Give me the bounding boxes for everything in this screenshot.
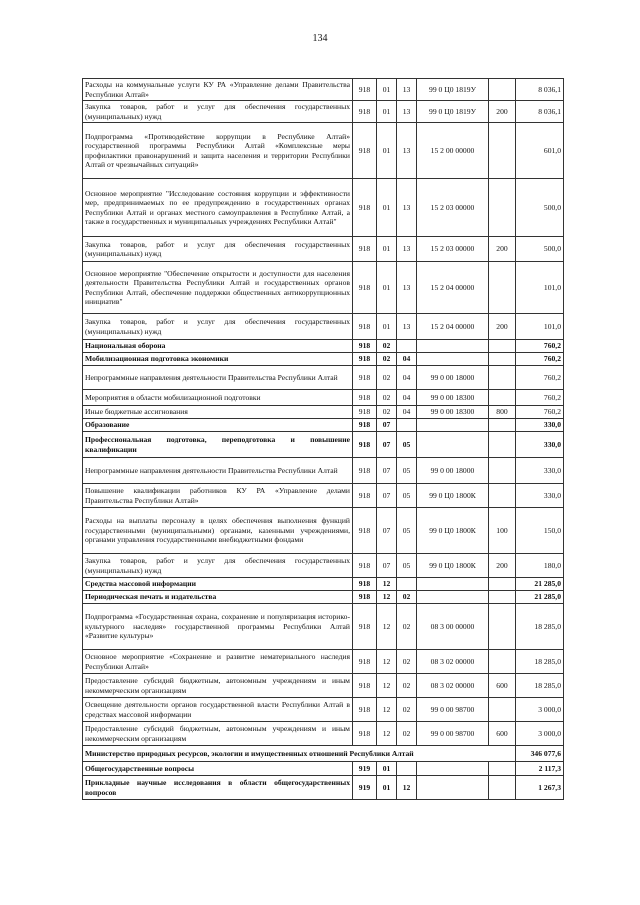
page-number: 134: [312, 33, 328, 44]
row-csr-cell: 99 0 00 98700: [417, 698, 489, 722]
row-csr-cell: [417, 340, 489, 353]
row-rz-cell: 02: [377, 406, 397, 419]
table-row: [83, 554, 564, 578]
row-rz-cell: 01: [377, 179, 397, 237]
row-gr-cell: 918: [353, 340, 377, 353]
row-rz-cell: 07: [377, 554, 397, 578]
row-sum-cell: 760,2: [516, 366, 564, 390]
table-row: [83, 366, 564, 390]
row-sum-cell: 330,0: [516, 484, 564, 508]
row-sum-cell: 500,0: [516, 179, 564, 237]
row-pr-cell: 13: [397, 179, 417, 237]
row-gr-cell: 918: [353, 650, 377, 674]
table-row: [83, 123, 564, 179]
budget-table: [82, 78, 564, 800]
row-rz-cell: 01: [377, 762, 397, 776]
table-row: [83, 390, 564, 406]
row-rz-cell: 02: [377, 390, 397, 406]
row-vr-cell: 100: [489, 508, 516, 554]
row-vr-cell: [489, 591, 516, 604]
table-row: [83, 262, 564, 314]
row-name-cell: Министерство природных ресурсов, экологии и имущественных отношений Республики Алтай: [83, 746, 516, 762]
row-vr-cell: [489, 340, 516, 353]
row-gr-cell: 918: [353, 314, 377, 340]
row-csr-cell: 15 2 04 00000: [417, 262, 489, 314]
row-sum-cell: 8 036,1: [516, 101, 564, 123]
row-name-cell: Непрограммные направления деятельности Правительства Республики Алтай: [83, 366, 353, 390]
table-row: [83, 340, 564, 353]
table-row: [83, 578, 564, 591]
row-pr-cell: 05: [397, 458, 417, 484]
table-row: [83, 762, 564, 776]
row-vr-cell: 800: [489, 406, 516, 419]
row-rz-cell: 12: [377, 591, 397, 604]
row-gr-cell: 918: [353, 237, 377, 262]
row-vr-cell: 200: [489, 554, 516, 578]
row-sum-cell: 101,0: [516, 262, 564, 314]
row-pr-cell: 05: [397, 432, 417, 458]
row-gr-cell: 918: [353, 179, 377, 237]
row-pr-cell: [397, 578, 417, 591]
row-gr-cell: 918: [353, 554, 377, 578]
row-csr-cell: [417, 776, 489, 800]
table-row: [83, 508, 564, 554]
row-pr-cell: 05: [397, 554, 417, 578]
row-csr-cell: 99 0 Ц0 1800К: [417, 554, 489, 578]
row-name-cell: Основное мероприятие «Сохранение и развитие нематериального наследия Республики Алтай»: [83, 650, 353, 674]
row-gr-cell: 918: [353, 79, 377, 101]
table-row: [83, 179, 564, 237]
row-gr-cell: 919: [353, 776, 377, 800]
row-vr-cell: [489, 484, 516, 508]
table-row: [83, 604, 564, 650]
row-name-cell: Иные бюджетные ассигнования: [83, 406, 353, 419]
row-csr-cell: 15 2 03 00000: [417, 179, 489, 237]
row-sum-cell: 330,0: [516, 419, 564, 432]
row-name-cell: Освещение деятельности органов государственной власти Республики Алтай в средствах массовой информации: [83, 698, 353, 722]
row-name-cell: Прикладные научные исследования в области общегосударственных вопросов: [83, 776, 353, 800]
row-rz-cell: 07: [377, 419, 397, 432]
row-sum-cell: 8 036,1: [516, 79, 564, 101]
row-name-cell: Профессиональная подготовка, переподготовка и повышение квалификации: [83, 432, 353, 458]
row-vr-cell: [489, 698, 516, 722]
row-vr-cell: [489, 578, 516, 591]
row-csr-cell: 99 0 00 18300: [417, 406, 489, 419]
row-gr-cell: 918: [353, 262, 377, 314]
table-row: [83, 101, 564, 123]
row-rz-cell: 07: [377, 508, 397, 554]
row-name-cell: Предоставление субсидий бюджетным, автономным учреждениям и иным некоммерческим организациям: [83, 674, 353, 698]
row-name-cell: Непрограммные направления деятельности Правительства Республики Алтай: [83, 458, 353, 484]
row-sum-cell: 760,2: [516, 390, 564, 406]
row-sum-cell: 760,2: [516, 353, 564, 366]
row-pr-cell: 02: [397, 591, 417, 604]
row-rz-cell: 12: [377, 698, 397, 722]
row-sum-cell: 3 000,0: [516, 722, 564, 746]
row-vr-cell: 200: [489, 237, 516, 262]
row-rz-cell: 01: [377, 776, 397, 800]
row-vr-cell: [489, 366, 516, 390]
row-gr-cell: 918: [353, 366, 377, 390]
row-name-cell: Подпрограмма «Государственная охрана, сохранение и популяризация историко-культурного наследия» государственной программы Республики Алтай «Развитие культуры»: [83, 604, 353, 650]
row-rz-cell: 01: [377, 79, 397, 101]
row-name-cell: Подпрограмма «Противодействие коррупции в Республике Алтай» государственной программы Республики Алтай «Комплексные меры профилактики правонарушений и защита населения и территории Республики Алтай от чрезвычайных ситуаций»: [83, 123, 353, 179]
row-name-cell: Основное мероприятие "Исследование состояния коррупции и эффективности мер, предпринимаемых по ее предупреждению в государственных органах Республики Алтай и органах местного самоуправления в Республике Алтай, а также в государственных и муниципальных учреждениях Республики Алтай": [83, 179, 353, 237]
row-sum-cell: 18 285,0: [516, 674, 564, 698]
row-rz-cell: 07: [377, 432, 397, 458]
row-pr-cell: 05: [397, 484, 417, 508]
row-pr-cell: 04: [397, 353, 417, 366]
row-sum-cell: 3 000,0: [516, 698, 564, 722]
table-row: [83, 237, 564, 262]
row-gr-cell: 918: [353, 390, 377, 406]
table-row: [83, 746, 564, 762]
row-sum-cell: 601,0: [516, 123, 564, 179]
table-row: [83, 722, 564, 746]
row-name-cell: Закупка товаров, работ и услуг для обеспечения государственных (муниципальных) нужд: [83, 554, 353, 578]
row-gr-cell: 918: [353, 578, 377, 591]
row-vr-cell: 600: [489, 674, 516, 698]
row-pr-cell: [397, 762, 417, 776]
row-sum-cell: 18 285,0: [516, 604, 564, 650]
row-name-cell: Закупка товаров, работ и услуг для обеспечения государственных (муниципальных) нужд: [83, 314, 353, 340]
row-name-cell: Закупка товаров, работ и услуг для обеспечения государственных (муниципальных) нужд: [83, 237, 353, 262]
row-csr-cell: 15 2 03 00000: [417, 237, 489, 262]
row-csr-cell: 08 3 00 00000: [417, 604, 489, 650]
row-rz-cell: 01: [377, 262, 397, 314]
row-csr-cell: 99 0 Ц0 1819У: [417, 101, 489, 123]
table-row: [83, 79, 564, 101]
row-pr-cell: 12: [397, 776, 417, 800]
row-sum-cell: 101,0: [516, 314, 564, 340]
row-sum-cell: 500,0: [516, 237, 564, 262]
row-gr-cell: 918: [353, 591, 377, 604]
row-name-cell: Периодическая печать и издательства: [83, 591, 353, 604]
row-vr-cell: [489, 262, 516, 314]
row-gr-cell: 918: [353, 458, 377, 484]
table-row: [83, 353, 564, 366]
row-pr-cell: [397, 419, 417, 432]
table-row: [83, 591, 564, 604]
row-gr-cell: 918: [353, 698, 377, 722]
row-sum-cell: 760,2: [516, 406, 564, 419]
row-rz-cell: 01: [377, 101, 397, 123]
row-vr-cell: [489, 390, 516, 406]
row-rz-cell: 01: [377, 123, 397, 179]
row-pr-cell: 04: [397, 406, 417, 419]
row-sum-cell: 150,0: [516, 508, 564, 554]
row-vr-cell: [489, 776, 516, 800]
row-pr-cell: 13: [397, 123, 417, 179]
table-row: [83, 314, 564, 340]
row-name-cell: Мероприятия в области мобилизационной подготовки: [83, 390, 353, 406]
row-rz-cell: 02: [377, 366, 397, 390]
row-csr-cell: [417, 432, 489, 458]
row-sum-cell: 330,0: [516, 458, 564, 484]
row-pr-cell: 13: [397, 262, 417, 314]
row-pr-cell: 02: [397, 604, 417, 650]
row-rz-cell: 01: [377, 237, 397, 262]
row-vr-cell: [489, 604, 516, 650]
row-vr-cell: [489, 179, 516, 237]
row-vr-cell: [489, 419, 516, 432]
row-pr-cell: 02: [397, 674, 417, 698]
row-pr-cell: [397, 340, 417, 353]
row-sum-cell: 760,2: [516, 340, 564, 353]
row-pr-cell: 02: [397, 650, 417, 674]
row-gr-cell: 918: [353, 123, 377, 179]
row-vr-cell: [489, 650, 516, 674]
row-gr-cell: 918: [353, 406, 377, 419]
row-gr-cell: 918: [353, 101, 377, 123]
row-name-cell: Средства массовой информации: [83, 578, 353, 591]
row-name-cell: Образование: [83, 419, 353, 432]
table-row: [83, 698, 564, 722]
row-pr-cell: 13: [397, 101, 417, 123]
row-pr-cell: 04: [397, 390, 417, 406]
row-csr-cell: [417, 353, 489, 366]
row-gr-cell: 918: [353, 432, 377, 458]
row-name-cell: Общегосударственные вопросы: [83, 762, 353, 776]
row-vr-cell: [489, 79, 516, 101]
row-sum-cell: 180,0: [516, 554, 564, 578]
row-sum-cell: 1 267,3: [516, 776, 564, 800]
row-vr-cell: [489, 762, 516, 776]
row-gr-cell: 918: [353, 484, 377, 508]
row-gr-cell: 918: [353, 604, 377, 650]
row-rz-cell: 01: [377, 314, 397, 340]
row-rz-cell: 07: [377, 458, 397, 484]
row-rz-cell: 02: [377, 340, 397, 353]
row-gr-cell: 918: [353, 508, 377, 554]
table-row: [83, 432, 564, 458]
row-name-cell: Мобилизационная подготовка экономики: [83, 353, 353, 366]
row-csr-cell: 99 0 00 98700: [417, 722, 489, 746]
row-sum-cell: 18 285,0: [516, 650, 564, 674]
row-vr-cell: [489, 353, 516, 366]
row-pr-cell: 05: [397, 508, 417, 554]
row-name-cell: Повышение квалификации работников КУ РА «Управление делами Правительства Республики Алтай»: [83, 484, 353, 508]
row-sum-cell: 330,0: [516, 432, 564, 458]
row-sum-cell: 21 285,0: [516, 578, 564, 591]
row-csr-cell: 08 3 02 00000: [417, 674, 489, 698]
row-name-cell: Национальная оборона: [83, 340, 353, 353]
row-csr-cell: 15 2 04 00000: [417, 314, 489, 340]
row-rz-cell: 12: [377, 674, 397, 698]
row-gr-cell: 918: [353, 722, 377, 746]
row-sum-cell: 346 077,6: [516, 746, 564, 762]
table-row: [83, 406, 564, 419]
row-name-cell: Расходы на выплаты персоналу в целях обеспечения выполнения функций государственными (муниципальными) органами, казенными учреждениями, органами управления государственными внебюджетными фондами: [83, 508, 353, 554]
row-csr-cell: 99 0 00 18300: [417, 390, 489, 406]
row-name-cell: Закупка товаров, работ и услуг для обеспечения государственных (муниципальных) нужд: [83, 101, 353, 123]
row-name-cell: Расходы на коммунальные услуги КУ РА «Управление делами Правительства Республики Алтай»: [83, 79, 353, 101]
row-rz-cell: 12: [377, 650, 397, 674]
table-row: [83, 674, 564, 698]
row-gr-cell: 918: [353, 419, 377, 432]
row-csr-cell: [417, 578, 489, 591]
row-csr-cell: 99 0 00 18000: [417, 366, 489, 390]
row-pr-cell: 02: [397, 722, 417, 746]
row-gr-cell: 919: [353, 762, 377, 776]
row-csr-cell: 99 0 Ц0 1800К: [417, 508, 489, 554]
table-row: [83, 458, 564, 484]
table-row: [83, 419, 564, 432]
row-rz-cell: 02: [377, 353, 397, 366]
row-csr-cell: 99 0 Ц0 1800К: [417, 484, 489, 508]
row-vr-cell: 200: [489, 314, 516, 340]
row-vr-cell: [489, 123, 516, 179]
table-row: [83, 650, 564, 674]
table-row: [83, 776, 564, 800]
row-rz-cell: 12: [377, 604, 397, 650]
row-name-cell: Предоставление субсидий бюджетным, автономным учреждениям и иным некоммерческим организациям: [83, 722, 353, 746]
row-vr-cell: [489, 432, 516, 458]
row-sum-cell: 21 285,0: [516, 591, 564, 604]
row-gr-cell: 918: [353, 674, 377, 698]
row-csr-cell: [417, 762, 489, 776]
row-pr-cell: 13: [397, 314, 417, 340]
row-rz-cell: 12: [377, 578, 397, 591]
row-pr-cell: 13: [397, 79, 417, 101]
row-gr-cell: 918: [353, 353, 377, 366]
table-row: [83, 484, 564, 508]
row-csr-cell: [417, 591, 489, 604]
row-csr-cell: 99 0 Ц0 1819У: [417, 79, 489, 101]
row-rz-cell: 07: [377, 484, 397, 508]
row-pr-cell: 13: [397, 237, 417, 262]
row-pr-cell: 04: [397, 366, 417, 390]
row-csr-cell: 15 2 00 00000: [417, 123, 489, 179]
row-csr-cell: 99 0 00 18000: [417, 458, 489, 484]
row-pr-cell: 02: [397, 698, 417, 722]
row-rz-cell: 12: [377, 722, 397, 746]
row-name-cell: Основное мероприятие "Обеспечение открытости и доступности для населения деятельности Правительства Республики Алтай и государственных органов Республики Алтай, обеспечение поддержки общественных антикоррупционных инициатив": [83, 262, 353, 314]
row-vr-cell: [489, 458, 516, 484]
row-csr-cell: 08 3 02 00000: [417, 650, 489, 674]
row-vr-cell: 600: [489, 722, 516, 746]
row-csr-cell: [417, 419, 489, 432]
row-vr-cell: 200: [489, 101, 516, 123]
row-sum-cell: 2 117,3: [516, 762, 564, 776]
